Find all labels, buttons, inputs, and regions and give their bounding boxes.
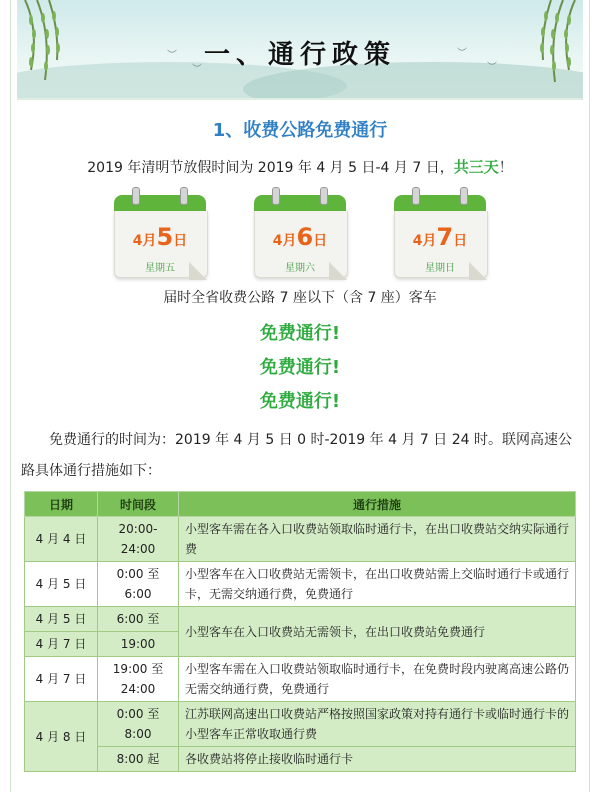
section-subtitle: 1、收费公路免费通行 (212, 120, 388, 141)
measures-table (24, 491, 576, 772)
cell-time: 0:00 至 8:00 (98, 702, 179, 747)
page (10, 0, 590, 792)
calendar-icon (394, 187, 486, 279)
free-pass-text: 免费通行! (259, 391, 341, 412)
cell-action: 小型客车在入口收费站无需领卡，在出口收费站免费通行 (179, 607, 576, 657)
table-row (25, 657, 576, 702)
cell-time: 6:00 至 (98, 607, 179, 632)
cell-action: 各收费站将停止接收临时通行卡 (179, 747, 576, 772)
calendar-date: 4月7日 (412, 223, 468, 251)
cell-date: 4 月 8 日 (25, 702, 98, 772)
table-row (25, 517, 576, 562)
calendar-icon (254, 187, 346, 279)
cell-time: 19:00 (98, 632, 179, 657)
col-header-action: 通行措施 (179, 492, 576, 517)
bird-icon: ︶ (487, 62, 497, 73)
free-pass-text: 免费通行! (259, 323, 341, 344)
cell-time: 8:00 起 (98, 747, 179, 772)
cell-date: 4 月 7 日 (25, 632, 98, 657)
toll-text: 届时全省收费公路 7 座以下（含 7 座）客车 (163, 290, 437, 306)
cell-date: 4 月 7 日 (25, 657, 98, 702)
table-row (25, 607, 576, 632)
cell-action: 小型客车需在入口收费站领取临时通行卡，在免费时段内驶离高速公路仍无需交纳通行费，免费通行 (179, 657, 576, 702)
cell-action: 江苏联网高速出口收费站严格按照国家政策对持有通行卡或临时通行卡的小型客车正常收取通行费 (179, 702, 576, 747)
col-header-time: 时间段 (98, 492, 179, 517)
cell-date: 4 月 5 日 (25, 562, 98, 607)
cell-action: 小型客车在入口收费站无需领卡，在出口收费站需上交临时通行卡或通行卡，无需交纳通行费，免费通行 (179, 562, 576, 607)
calendar-icon (114, 187, 206, 279)
calendar-date: 4月5日 (132, 223, 188, 251)
bird-icon: ︶ (457, 48, 467, 59)
calendar-weekday: 星期六 (285, 263, 315, 274)
cell-date: 4 月 5 日 (25, 607, 98, 632)
calendar-weekday: 星期五 (145, 263, 175, 274)
table-header (25, 492, 576, 517)
cell-action: 小型客车需在各入口收费站领取临时通行卡，在出口收费站交纳实际通行费 (179, 517, 576, 562)
col-header-date: 日期 (25, 492, 98, 517)
free-period-paragraph: 免费通行的时间为：2019 年 4 月 5 日 0 时-2019 年 4 月 7 日 24 时。联网高速公路具体通行措施如下： (21, 432, 572, 479)
holiday-punct: ！ (498, 160, 513, 176)
bird-icon: ︶ (167, 50, 177, 61)
cell-time: 20:00-24:00 (98, 517, 179, 562)
holiday-duration: 共三天 (453, 158, 499, 176)
cell-date: 4 月 4 日 (25, 517, 98, 562)
header-banner (17, 0, 583, 100)
cell-time: 0:00 至 6:00 (98, 562, 179, 607)
page-title: 一、通行政策 (203, 40, 396, 70)
free-pass-text: 免费通行! (259, 357, 341, 378)
calendar-weekday: 星期日 (425, 263, 455, 274)
bird-icon: ︶ (192, 64, 202, 75)
cell-time: 19:00 至 24:00 (98, 657, 179, 702)
calendar-group (11, 187, 589, 279)
holiday-dates: 2019 年清明节放假时间为 2019 年 4 月 5 日-4 月 7 日， (87, 160, 454, 176)
table-row (25, 747, 576, 772)
calendar-date: 4月6日 (272, 223, 328, 251)
table-row (25, 702, 576, 747)
table-row (25, 562, 576, 607)
holiday-text (11, 156, 589, 177)
